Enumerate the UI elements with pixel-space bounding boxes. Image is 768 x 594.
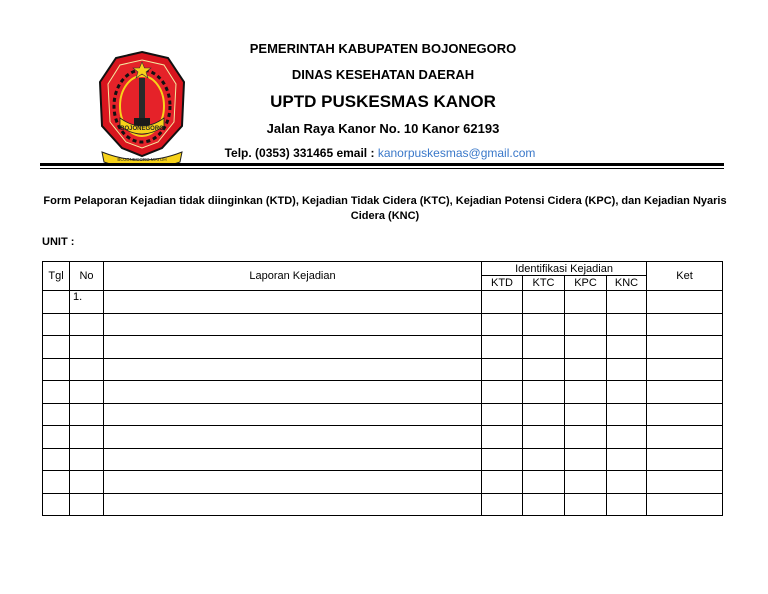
regency-emblem-logo	[96, 48, 188, 166]
cell-tgl[interactable]	[43, 403, 70, 426]
institution-name: UPTD PUSKESMAS KANOR	[270, 92, 496, 111]
table-row	[43, 493, 723, 516]
cell-ktc[interactable]	[523, 358, 565, 381]
cell-ktc[interactable]	[523, 291, 565, 314]
cell-tgl[interactable]	[43, 381, 70, 404]
cell-ktd[interactable]	[482, 471, 523, 494]
table-row	[43, 291, 723, 314]
cell-laporan[interactable]	[104, 448, 482, 471]
cell-ktd[interactable]	[482, 291, 523, 314]
cell-no[interactable]	[70, 493, 104, 516]
cell-ket[interactable]	[647, 471, 723, 494]
cell-ket[interactable]	[647, 313, 723, 336]
cell-ket[interactable]	[647, 336, 723, 359]
cell-knc[interactable]	[607, 291, 647, 314]
form-title: Form Pelaporan Kejadian tidak diinginkan (KTD), Kejadian Tidak Cidera (KTC), Kejadian Potensi Cidera (KPC), dan Kejadian Nyaris Cidera (KNC)	[43, 195, 727, 222]
cell-knc[interactable]	[607, 448, 647, 471]
cell-ktc[interactable]	[523, 403, 565, 426]
col-no-header: No	[70, 262, 104, 291]
cell-ket[interactable]	[647, 291, 723, 314]
cell-tgl[interactable]	[43, 426, 70, 449]
cell-ktc[interactable]	[523, 471, 565, 494]
cell-kpc[interactable]	[565, 471, 607, 494]
cell-knc[interactable]	[607, 336, 647, 359]
cell-tgl[interactable]	[43, 471, 70, 494]
cell-no[interactable]	[70, 426, 104, 449]
cell-kpc[interactable]	[565, 493, 607, 516]
cell-tgl[interactable]	[43, 336, 70, 359]
cell-laporan[interactable]	[104, 381, 482, 404]
cell-no[interactable]	[70, 381, 104, 404]
phone-label: Telp. (0353) 331465 email :	[224, 146, 375, 160]
cell-tgl[interactable]	[43, 493, 70, 516]
svg-text:BOJONEGORO MATOH: BOJONEGORO MATOH	[117, 157, 167, 162]
cell-laporan[interactable]	[104, 313, 482, 336]
cell-knc[interactable]	[607, 426, 647, 449]
cell-laporan[interactable]	[104, 291, 482, 314]
cell-knc[interactable]	[607, 358, 647, 381]
unit-label: UNIT :	[42, 236, 75, 248]
table-row	[43, 313, 723, 336]
cell-no[interactable]	[70, 403, 104, 426]
cell-ket[interactable]	[647, 493, 723, 516]
cell-no[interactable]: 1.	[70, 291, 104, 314]
cell-laporan[interactable]	[104, 471, 482, 494]
cell-ket[interactable]	[647, 403, 723, 426]
table-row	[43, 471, 723, 494]
cell-knc[interactable]	[607, 313, 647, 336]
col-knc-header: KNC	[607, 276, 647, 291]
department-name: DINAS KESEHATAN DAERAH	[291, 67, 475, 82]
address: Jalan Raya Kanor No. 10 Kanor 62193	[266, 121, 500, 136]
cell-ktc[interactable]	[523, 313, 565, 336]
cell-ktd[interactable]	[482, 403, 523, 426]
cell-no[interactable]	[70, 471, 104, 494]
cell-kpc[interactable]	[565, 403, 607, 426]
cell-no[interactable]	[70, 336, 104, 359]
col-ktc-header: KTC	[523, 276, 565, 291]
cell-ktc[interactable]	[523, 381, 565, 404]
cell-ket[interactable]	[647, 381, 723, 404]
cell-ket[interactable]	[647, 358, 723, 381]
cell-knc[interactable]	[607, 471, 647, 494]
cell-knc[interactable]	[607, 381, 647, 404]
cell-ktd[interactable]	[482, 493, 523, 516]
col-ket-header: Ket	[647, 262, 723, 291]
table-row	[43, 426, 723, 449]
government-name: PEMERINTAH KABUPATEN BOJONEGORO	[249, 41, 517, 56]
cell-ktd[interactable]	[482, 381, 523, 404]
table-row	[43, 448, 723, 471]
cell-kpc[interactable]	[565, 448, 607, 471]
cell-kpc[interactable]	[565, 336, 607, 359]
cell-kpc[interactable]	[565, 291, 607, 314]
table-row	[43, 336, 723, 359]
cell-ktd[interactable]	[482, 336, 523, 359]
cell-no[interactable]	[70, 313, 104, 336]
cell-tgl[interactable]	[43, 291, 70, 314]
cell-ktc[interactable]	[523, 336, 565, 359]
cell-kpc[interactable]	[565, 358, 607, 381]
cell-ktd[interactable]	[482, 448, 523, 471]
table-row	[43, 381, 723, 404]
cell-kpc[interactable]	[565, 426, 607, 449]
cell-kpc[interactable]	[565, 381, 607, 404]
cell-ktd[interactable]	[482, 313, 523, 336]
cell-laporan[interactable]	[104, 493, 482, 516]
cell-laporan[interactable]	[104, 358, 482, 381]
cell-kpc[interactable]	[565, 313, 607, 336]
contact-line	[180, 146, 580, 160]
cell-no[interactable]	[70, 448, 104, 471]
table-row	[43, 403, 723, 426]
cell-knc[interactable]	[607, 403, 647, 426]
cell-no[interactable]	[70, 358, 104, 381]
cell-ktc[interactable]	[523, 426, 565, 449]
col-tgl-header: Tgl	[43, 262, 70, 291]
cell-ktd[interactable]	[482, 426, 523, 449]
col-identifikasi-header: Identifikasi Kejadian	[482, 262, 647, 276]
cell-ktd[interactable]	[482, 358, 523, 381]
table-row	[43, 358, 723, 381]
cell-tgl[interactable]	[43, 313, 70, 336]
header-divider-thick	[40, 163, 724, 166]
cell-tgl[interactable]	[43, 448, 70, 471]
cell-ktc[interactable]	[523, 448, 565, 471]
cell-knc[interactable]	[607, 493, 647, 516]
col-laporan-header: Laporan Kejadian	[104, 262, 482, 291]
cell-tgl[interactable]	[43, 358, 70, 381]
cell-ket[interactable]	[647, 448, 723, 471]
col-kpc-header: KPC	[565, 276, 607, 291]
cell-ket[interactable]	[647, 426, 723, 449]
svg-text:BOJONEGORO: BOJONEGORO	[120, 126, 164, 132]
cell-ktc[interactable]	[523, 493, 565, 516]
col-ktd-header: KTD	[482, 276, 523, 291]
incident-report-table	[42, 261, 723, 516]
cell-laporan[interactable]	[104, 426, 482, 449]
email-link[interactable]: kanorpuskesmas@gmail.com	[377, 146, 536, 160]
cell-laporan[interactable]	[104, 336, 482, 359]
cell-laporan[interactable]	[104, 403, 482, 426]
header-divider-thin	[40, 168, 724, 169]
